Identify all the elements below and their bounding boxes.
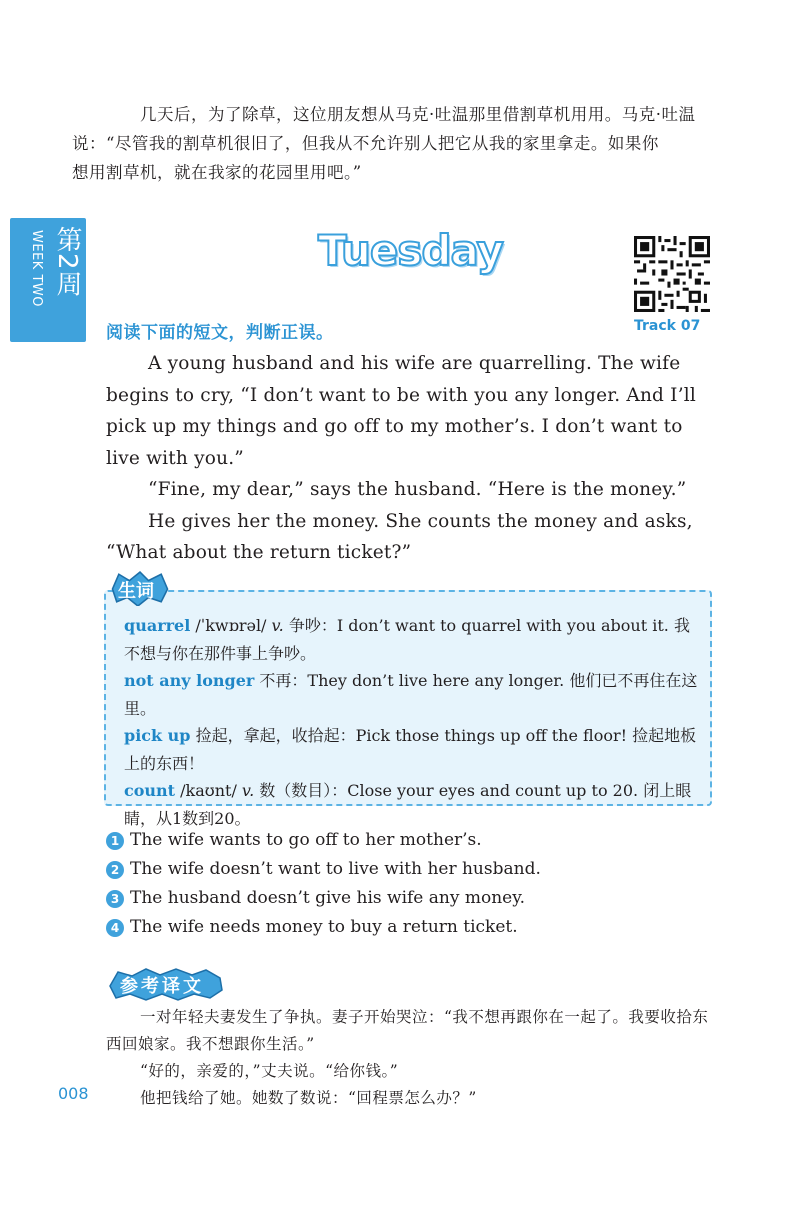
- question-text: The husband doesn’t give his wife any money.: [130, 888, 525, 908]
- vocab-word: quarrel: [124, 616, 191, 635]
- vocab-entry: [124, 722, 700, 778]
- vocab-definition: 捡起，拿起，收拾起：Pick those things up off the floor! 捡起地板上的东西！: [124, 726, 697, 773]
- week-tab-chinese: 第2周: [52, 226, 82, 298]
- vocab-entry: [124, 777, 700, 833]
- vocab-word: pick up: [124, 726, 191, 745]
- vocab-pos: v.: [241, 781, 255, 800]
- translation-paragraph: “好的，亲爱的，”丈夫说。“给你钱。”: [140, 1062, 399, 1080]
- reading-passage: [106, 348, 714, 569]
- story-line-1: 几天后，为了除草，这位朋友想从马克·吐温那里借割草机用用。马克·吐温: [140, 105, 696, 124]
- question-text: The wife needs money to buy a return ticket.: [130, 917, 518, 937]
- week-tab: [10, 218, 86, 342]
- translation-label: 参考译文: [120, 976, 204, 997]
- reference-translation: [106, 1004, 714, 1112]
- question-item[interactable]: [106, 913, 714, 942]
- translation-paragraph: 他把钱给了她。她数了数说：“回程票怎么办？”: [140, 1089, 477, 1107]
- translation-paragraph: 一对年轻夫妻发生了争执。妻子开始哭泣：“我不想再跟你在一起了。我要收拾东西回娘家。我不想跟你生活。”: [106, 1008, 709, 1053]
- question-item[interactable]: [106, 855, 714, 884]
- story-line-2: 说：“尽管我的割草机很旧了，但我从不允许别人把它从我的家里拿走。如果你: [72, 134, 659, 153]
- week-tab-english: WEEK TWO: [29, 230, 44, 307]
- vocab-entry: [124, 667, 700, 723]
- question-number: 3: [106, 890, 124, 908]
- vocab-entry: [124, 612, 700, 668]
- question-number: 1: [106, 832, 124, 850]
- question-text: The wife wants to go off to her mother’s.: [130, 830, 482, 850]
- vocab-phonetic: /kaʊnt/: [175, 781, 242, 800]
- vocab-list: [124, 612, 700, 832]
- vocab-word: not any longer: [124, 671, 255, 690]
- question-number: 4: [106, 919, 124, 937]
- vocab-word: count: [124, 781, 176, 800]
- question-text: The wife doesn’t want to live with her husband.: [130, 859, 541, 879]
- instruction: 阅读下面的短文，判断正误。: [106, 323, 334, 343]
- page-number: 008: [58, 1084, 89, 1103]
- passage-paragraph: He gives her the money. She counts the money and asks, “What about the return ticket?”: [106, 510, 693, 563]
- vocab-phonetic: /ˈkwɒrəl/: [190, 616, 272, 635]
- story-continuation: [72, 100, 714, 187]
- vocab-definition: 数（数目）：Close your eyes and count up to 20. 闭上眼睛，从1数到20。: [124, 781, 692, 828]
- vocab-definition: 争吵：I don’t want to quarrel with you about it. 我不想与你在那件事上争吵。: [124, 616, 690, 663]
- question-item[interactable]: [106, 826, 714, 855]
- track-label: Track 07: [634, 318, 701, 334]
- passage-paragraph: “Fine, my dear,” says the husband. “Here is the money.”: [148, 479, 687, 500]
- question-item[interactable]: [106, 884, 714, 913]
- story-line-3: 想用割草机，就在我家的花园里用吧。”: [72, 163, 362, 182]
- vocab-label: 生词: [118, 581, 154, 602]
- passage-paragraph: A young husband and his wife are quarrelling. The wife begins to cry, “I don’t want to be with you any longer. And I’ll pick up my things and go off to my mother’s. I don’t want to live with you.”: [106, 353, 697, 469]
- true-false-questions: [106, 826, 714, 942]
- qr-code-icon[interactable]: [634, 236, 710, 312]
- vocab-pos: v.: [271, 616, 284, 635]
- vocab-definition: 不再：They don’t live here any longer. 他们已不再住在这里。: [124, 671, 698, 718]
- day-title: Tuesday: [318, 226, 503, 275]
- question-number: 2: [106, 861, 124, 879]
